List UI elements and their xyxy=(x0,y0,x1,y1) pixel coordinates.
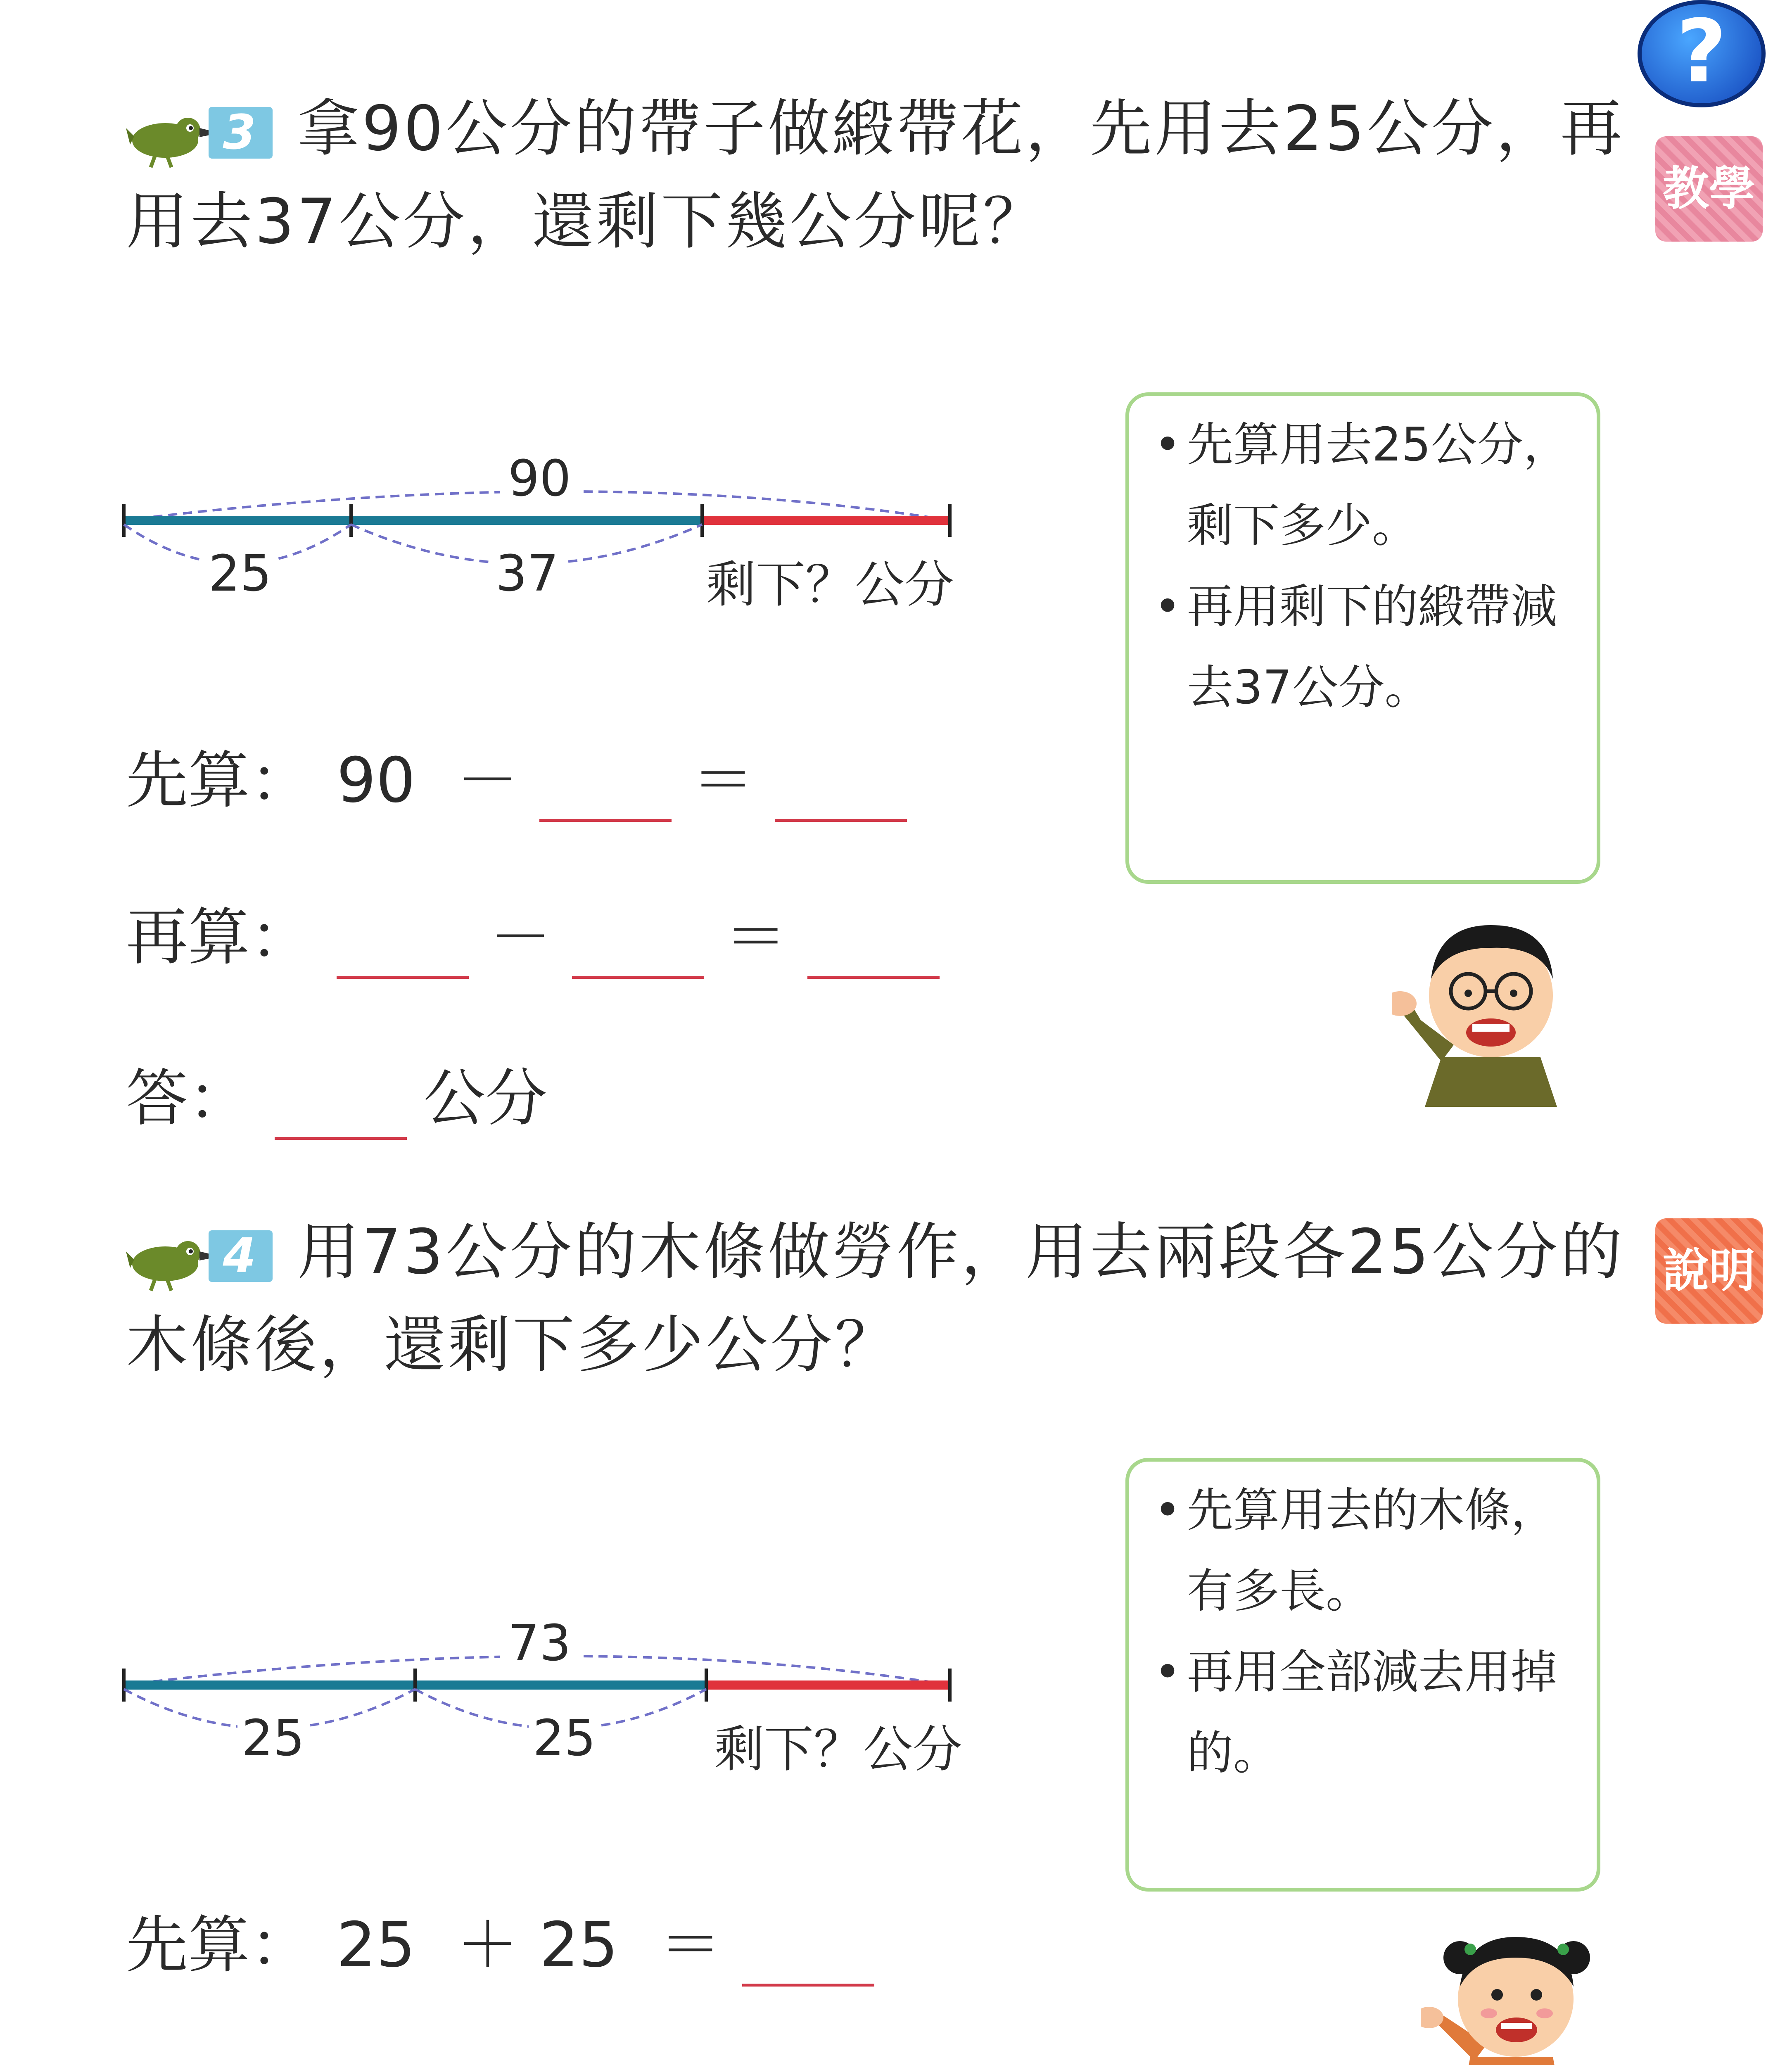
hint-box-4 xyxy=(1125,1458,1600,1892)
answer-blank[interactable] xyxy=(337,914,469,979)
answer-blank[interactable] xyxy=(539,757,672,822)
equals-sign: ＝ xyxy=(725,902,787,973)
question-icon: ? xyxy=(1676,1,1727,102)
step-label xyxy=(126,2061,312,2065)
hint-item: • 先算用去25公分，剩下多少。 xyxy=(1154,404,1588,566)
hint-box-3 xyxy=(1125,392,1600,884)
remain-label: 剩下？公分 xyxy=(706,556,954,614)
problem-4-step-1 xyxy=(126,1904,874,1987)
operand: 25 xyxy=(337,1909,415,1981)
step-label: 先算： xyxy=(126,745,312,817)
bird-icon xyxy=(126,1225,221,1287)
problem-3-step-2 xyxy=(126,896,940,979)
answer-blank[interactable] xyxy=(572,914,704,979)
answer-blank[interactable] xyxy=(775,757,907,822)
plus-sign: ＋ xyxy=(456,1909,519,1981)
equals-sign: ＝ xyxy=(692,745,754,817)
hint-item: • 先算用去的木條，有多長。 xyxy=(1154,1470,1588,1632)
answer-blank[interactable] xyxy=(275,1075,407,1140)
remain-label: 剩下？公分 xyxy=(714,1721,962,1778)
problem-3-text xyxy=(126,83,1633,268)
step-label: 先算： xyxy=(126,1909,312,1981)
boy-character-illustration xyxy=(1392,909,1586,1107)
answer-blank[interactable] xyxy=(807,914,940,979)
tab-teach[interactable]: 教學 xyxy=(1655,136,1763,242)
segment-1-label: 25 xyxy=(204,545,276,603)
operand: 90 xyxy=(337,745,415,817)
minus-sign: － xyxy=(489,902,552,973)
problem-3-answer xyxy=(126,1057,547,1140)
minus-sign xyxy=(457,2061,519,2065)
problem-3-diagram xyxy=(116,438,1094,614)
unit-label: 公分 xyxy=(423,1063,548,1135)
segment-1-label: 25 xyxy=(237,1710,309,1767)
help-button[interactable] xyxy=(1638,0,1766,107)
hint-item: • 再用剩下的緞帶減去37公分。 xyxy=(1154,566,1588,728)
segment-2-label: 25 xyxy=(529,1710,600,1767)
equals-sign xyxy=(692,2061,754,2065)
problem-3-question: 拿90公分的帶子做緞帶花，先用去25公分，再用去37公分，還剩下幾公分呢？ xyxy=(126,93,1625,258)
problem-4-diagram xyxy=(116,1602,1103,1778)
operand xyxy=(337,2061,415,2065)
hint-item: • 再用全部減去用掉的。 xyxy=(1154,1632,1588,1794)
girl-character-illustration xyxy=(1421,1920,1594,2065)
problem-4-step-2 xyxy=(126,2061,907,2065)
problem-number-badge: 4 xyxy=(209,1230,273,1282)
tab-explain[interactable]: 說明 xyxy=(1655,1218,1763,1324)
minus-sign: － xyxy=(456,745,519,817)
answer-label: 答： xyxy=(126,1063,250,1135)
step-label: 再算： xyxy=(126,902,312,973)
segment-2-label: 37 xyxy=(491,545,563,603)
answer-blank[interactable] xyxy=(742,1922,874,1987)
operand: 25 xyxy=(539,1909,618,1981)
total-label: 73 xyxy=(500,1615,579,1672)
problem-4-text xyxy=(126,1206,1633,1392)
problem-4-question: 用73公分的木條做勞作，用去兩段各25公分的木條後，還剩下多少公分？ xyxy=(126,1216,1625,1381)
problem-number-badge: 3 xyxy=(209,107,273,159)
bird-icon xyxy=(126,102,221,164)
total-label: 90 xyxy=(500,450,579,508)
equals-sign: ＝ xyxy=(659,1909,722,1981)
problem-3-step-1 xyxy=(126,739,907,822)
